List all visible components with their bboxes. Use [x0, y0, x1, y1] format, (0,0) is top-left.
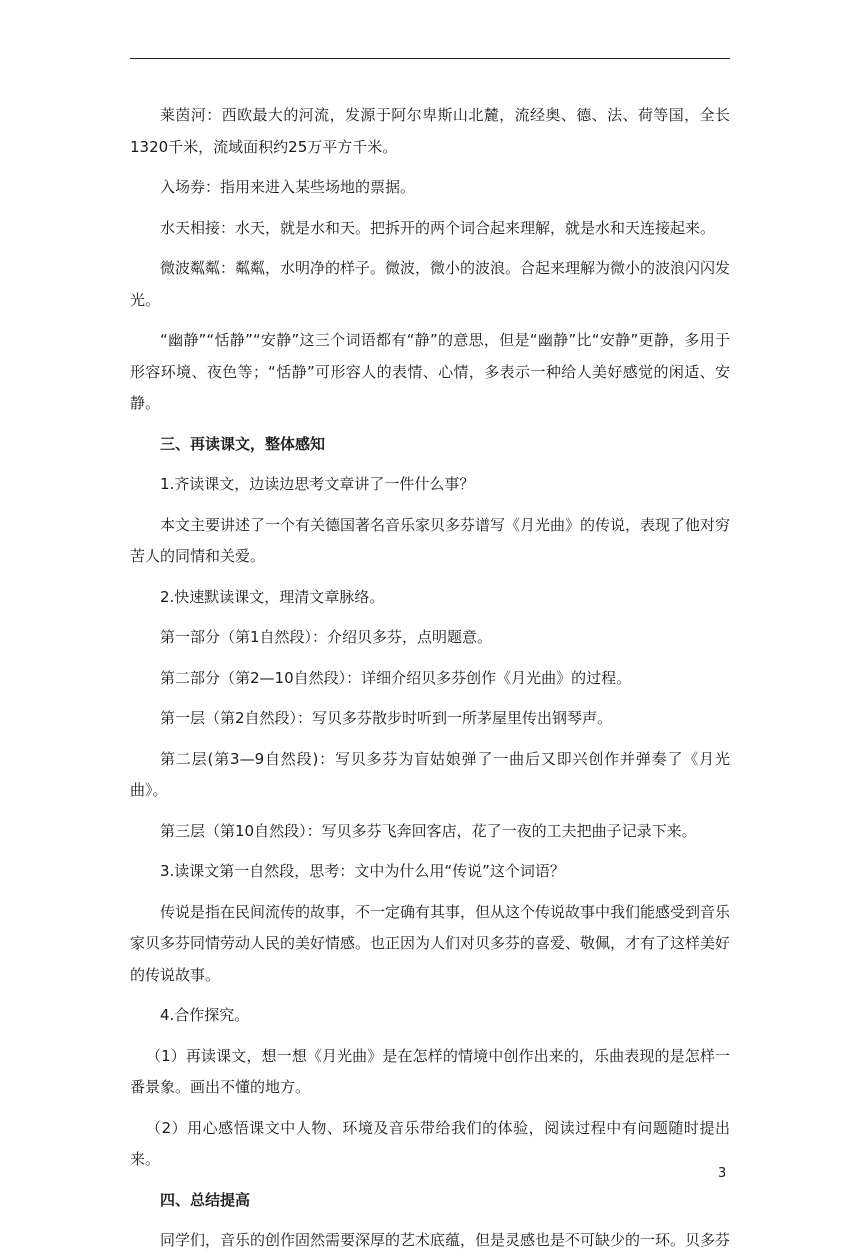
section-heading-3: 三、再读课文，整体感知: [160, 434, 326, 453]
layer-3: 第三层（第10自然段）：写贝多芬飞奔回客店，花了一夜的工夫把曲子记录下来。: [160, 821, 697, 840]
part-2: 第二部分（第2—10自然段）：详细介绍贝多芬创作《月光曲》的过程。: [160, 668, 632, 687]
answer-1: 本文主要讲述了一个有关德国著名音乐家贝多芬谱写《月光曲》的传说，表现了他对穷苦人的同情和关爱。: [130, 515, 731, 565]
question-1: 1.齐读课文，边读边思考文章讲了一件什么事？: [160, 475, 475, 493]
task-4-2: （2）用心感悟课文中人物、环境及音乐带给我们的体验，阅读过程中有问题随时提出来。: [130, 1118, 730, 1168]
question-3: 3.读课文第一自然段，思考：文中为什么用“传说”这个词语？: [160, 862, 565, 880]
question-2: 2.快速默读课文，理清文章脉络。: [160, 587, 385, 606]
paragraph-water-sky: 水天相接：水天，就是水和天。把拆开的两个词合起来理解，就是水和天连接起来。: [160, 218, 716, 237]
section-heading-4: 四、总结提高: [160, 1190, 251, 1209]
paragraph-ticket: 入场券：指用来进入某些场地的票据。: [160, 178, 416, 196]
layer-1: 第一层（第2自然段）：写贝多芬散步时听到一所茅屋里传出钢琴声。: [160, 709, 613, 727]
part-1: 第一部分（第1自然段）：介绍贝多芬，点明题意。: [160, 628, 493, 646]
question-4: 4.合作探究。: [160, 1006, 250, 1024]
page-body: [130, 100, 730, 1257]
paragraph-rhine: 莱茵河：西欧最大的河流，发源于阿尔卑斯山北麓，流经奥、德、法、荷等国，全长1320千米，流域面积约25万平方千米。: [130, 106, 730, 156]
layer-2: 第二层(第3—9自然段)：写贝多芬为盲姑娘弹了一曲后又即兴创作并弹奏了《月光曲》。: [130, 749, 730, 799]
header-rule: [130, 58, 730, 59]
paragraph-ripples: 微波粼粼：粼粼，水明净的样子。微波，微小的波浪。合起来理解为微小的波浪闪闪发光。: [130, 259, 731, 309]
answer-3: 传说是指在民间流传的故事，不一定确有其事，但从这个传说故事中我们能感受到音乐家贝多芬同情劳动人民的美好情感。也正因为人们对贝多芬的喜爱、敬佩，才有了这样美好的传说故事。: [130, 902, 731, 984]
summary-paragraph: 同学们，音乐的创作固然需要深厚的艺术底蕴，但是灵感也是不可缺少的一环。贝多芬: [160, 1231, 731, 1249]
task-4-1: （1）再读课文，想一想《月光曲》是在怎样的情境中创作出来的，乐曲表现的是怎样一番景象。画出不懂的地方。: [130, 1046, 730, 1096]
paragraph-quiet-words: “幽静”“恬静”“安静”这三个词语都有“静”的意思，但是“幽静”比“安静”更静，多用于形容环境、夜色等；“恬静”可形容人的表情、心情，多表示一种给人美好感觉的闲适、安静。: [130, 331, 730, 412]
page-number: 3: [718, 1166, 727, 1181]
